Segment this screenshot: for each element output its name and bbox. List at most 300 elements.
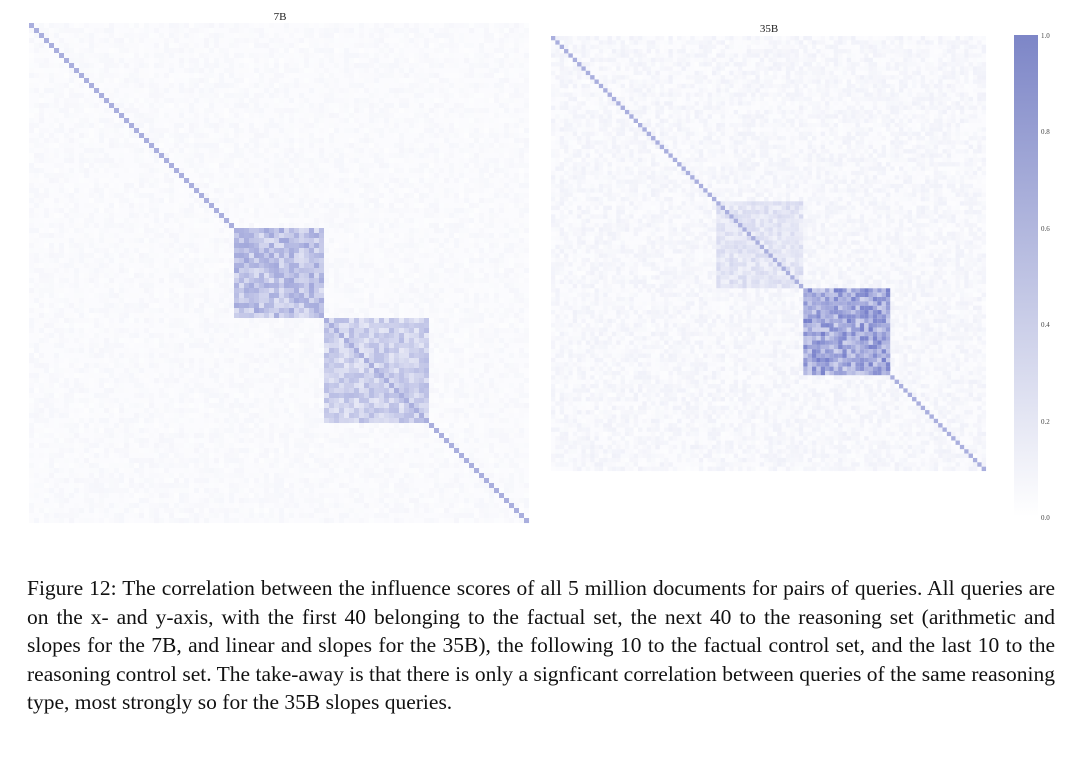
heatmap-cell bbox=[154, 118, 159, 123]
heatmap-cell bbox=[119, 123, 124, 128]
heatmap-cell bbox=[239, 253, 244, 258]
heatmap-cell bbox=[69, 303, 74, 308]
heatmap-cell bbox=[189, 93, 194, 98]
heatmap-cell bbox=[499, 258, 504, 263]
heatmap-cell bbox=[419, 73, 424, 78]
heatmap-cell bbox=[444, 88, 449, 93]
heatmap-cell bbox=[204, 58, 209, 63]
heatmap-cell bbox=[364, 338, 369, 343]
heatmap-cell bbox=[44, 218, 49, 223]
heatmap-cell bbox=[429, 178, 434, 183]
heatmap-cell bbox=[249, 283, 254, 288]
heatmap-cell bbox=[169, 323, 174, 328]
heatmap-cell bbox=[394, 178, 399, 183]
heatmap-cell bbox=[179, 268, 184, 273]
heatmap-cell bbox=[309, 248, 314, 253]
heatmap-cell bbox=[164, 163, 169, 168]
heatmap-cell bbox=[359, 83, 364, 88]
heatmap-cell bbox=[199, 23, 204, 28]
heatmap-cell bbox=[304, 153, 309, 158]
heatmap-cell bbox=[174, 173, 179, 178]
heatmap-cell bbox=[294, 308, 299, 313]
heatmap-cell bbox=[84, 153, 89, 158]
heatmap-cell bbox=[354, 278, 359, 283]
heatmap-cell bbox=[459, 78, 464, 83]
heatmap-cell bbox=[89, 63, 94, 68]
heatmap-cell bbox=[34, 73, 39, 78]
heatmap-cell bbox=[494, 268, 499, 273]
heatmap-cell bbox=[339, 308, 344, 313]
heatmap-cell bbox=[294, 313, 299, 318]
heatmap-cell bbox=[289, 103, 294, 108]
heatmap-cell bbox=[264, 43, 269, 48]
heatmap-cell bbox=[509, 153, 514, 158]
heatmap-cell bbox=[134, 88, 139, 93]
heatmap-cell bbox=[224, 133, 229, 138]
heatmap-cell bbox=[214, 213, 219, 218]
heatmap-cell bbox=[154, 108, 159, 113]
heatmap-cell bbox=[274, 93, 279, 98]
heatmap-cell bbox=[494, 263, 499, 268]
heatmap-cell bbox=[204, 103, 209, 108]
heatmap-cell bbox=[239, 228, 244, 233]
heatmap-cell bbox=[504, 233, 509, 238]
heatmap-cell bbox=[64, 273, 69, 278]
heatmap-cell bbox=[89, 268, 94, 273]
heatmap-cell bbox=[34, 43, 39, 48]
heatmap-cell bbox=[379, 153, 384, 158]
heatmap-cell bbox=[389, 103, 394, 108]
heatmap-cell bbox=[304, 33, 309, 38]
heatmap-cell bbox=[364, 173, 369, 178]
heatmap-cell bbox=[44, 298, 49, 303]
heatmap-cell bbox=[509, 53, 514, 58]
heatmap-cell bbox=[294, 158, 299, 163]
heatmap-cell bbox=[59, 298, 64, 303]
heatmap-cell bbox=[289, 118, 294, 123]
heatmap-cell bbox=[374, 198, 379, 203]
heatmap-cell bbox=[284, 293, 289, 298]
heatmap-cell bbox=[519, 193, 524, 198]
heatmap-cell bbox=[444, 103, 449, 108]
heatmap-cell bbox=[204, 343, 209, 348]
heatmap-cell bbox=[279, 333, 284, 338]
heatmap-cell bbox=[109, 33, 114, 38]
heatmap-cell bbox=[214, 83, 219, 88]
heatmap-cell bbox=[494, 148, 499, 153]
heatmap-cell bbox=[449, 243, 454, 248]
heatmap-cell bbox=[219, 138, 224, 143]
heatmap-cell bbox=[39, 103, 44, 108]
heatmap-diagonal-cell bbox=[349, 343, 354, 348]
heatmap-cell bbox=[279, 163, 284, 168]
heatmap-cell bbox=[274, 103, 279, 108]
heatmap-cell bbox=[474, 23, 479, 28]
heatmap-cell bbox=[474, 163, 479, 168]
heatmap-cell bbox=[134, 123, 139, 128]
heatmap-cell bbox=[144, 163, 149, 168]
heatmap-cell bbox=[304, 103, 309, 108]
heatmap-cell bbox=[144, 73, 149, 78]
heatmap-cell bbox=[134, 103, 139, 108]
heatmap-cell bbox=[504, 323, 509, 328]
heatmap-cell bbox=[59, 108, 64, 113]
heatmap-cell bbox=[34, 333, 39, 338]
heatmap-cell bbox=[214, 43, 219, 48]
heatmap-cell bbox=[59, 133, 64, 138]
heatmap-cell bbox=[404, 148, 409, 153]
heatmap-cell bbox=[249, 213, 254, 218]
heatmap-cell bbox=[254, 318, 259, 323]
heatmap-cell bbox=[264, 268, 269, 273]
heatmap-cell bbox=[174, 103, 179, 108]
heatmap-cell bbox=[374, 278, 379, 283]
heatmap-cell bbox=[384, 263, 389, 268]
heatmap-cell bbox=[289, 108, 294, 113]
heatmap-cell bbox=[459, 193, 464, 198]
heatmap-cell bbox=[184, 248, 189, 253]
heatmap-cell bbox=[164, 123, 169, 128]
heatmap-cell bbox=[434, 308, 439, 313]
heatmap-cell bbox=[474, 168, 479, 173]
heatmap-cell bbox=[194, 198, 199, 203]
heatmap-cell bbox=[479, 108, 484, 113]
heatmap-cell bbox=[254, 343, 259, 348]
heatmap-cell bbox=[84, 178, 89, 183]
heatmap-diagonal-cell bbox=[174, 168, 179, 173]
heatmap-cell bbox=[359, 183, 364, 188]
heatmap-cell bbox=[274, 253, 279, 258]
heatmap-cell bbox=[144, 263, 149, 268]
heatmap-cell bbox=[444, 213, 449, 218]
heatmap-cell bbox=[219, 268, 224, 273]
heatmap-cell bbox=[404, 243, 409, 248]
heatmap-cell bbox=[349, 318, 354, 323]
heatmap-cell bbox=[454, 43, 459, 48]
heatmap-cell bbox=[94, 53, 99, 58]
heatmap-cell bbox=[149, 113, 154, 118]
heatmap-cell bbox=[174, 223, 179, 228]
heatmap-cell bbox=[329, 48, 334, 53]
heatmap-cell bbox=[304, 288, 309, 293]
heatmap-cell bbox=[309, 288, 314, 293]
heatmap-cell bbox=[379, 333, 384, 338]
heatmap-diagonal-cell bbox=[204, 198, 209, 203]
heatmap-cell bbox=[64, 178, 69, 183]
heatmap-cell bbox=[524, 343, 529, 348]
heatmap-cell bbox=[254, 148, 259, 153]
heatmap-cell bbox=[204, 93, 209, 98]
heatmap-cell bbox=[439, 293, 444, 298]
heatmap-cell bbox=[434, 228, 439, 233]
heatmap-cell bbox=[464, 248, 469, 253]
heatmap-cell bbox=[59, 248, 64, 253]
heatmap-cell bbox=[189, 193, 194, 198]
heatmap-cell bbox=[249, 233, 254, 238]
heatmap-cell bbox=[264, 83, 269, 88]
heatmap-cell bbox=[454, 258, 459, 263]
heatmap-cell bbox=[99, 278, 104, 283]
heatmap-cell bbox=[299, 343, 304, 348]
heatmap-cell bbox=[79, 133, 84, 138]
heatmap-cell bbox=[504, 143, 509, 148]
heatmap-cell bbox=[79, 173, 84, 178]
heatmap-cell bbox=[29, 258, 34, 263]
heatmap-cell bbox=[509, 58, 514, 63]
heatmap-cell bbox=[274, 203, 279, 208]
heatmap-cell bbox=[364, 53, 369, 58]
heatmap-cell bbox=[149, 273, 154, 278]
heatmap-cell bbox=[474, 58, 479, 63]
heatmap-cell bbox=[314, 333, 319, 338]
heatmap-cell bbox=[269, 143, 274, 148]
heatmap-cell bbox=[379, 303, 384, 308]
heatmap-cell bbox=[134, 178, 139, 183]
heatmap-cell bbox=[299, 313, 304, 318]
heatmap-cell bbox=[269, 253, 274, 258]
heatmap-cell bbox=[364, 193, 369, 198]
heatmap-cell bbox=[109, 333, 114, 338]
heatmap-cell bbox=[454, 63, 459, 68]
heatmap-cell bbox=[59, 288, 64, 293]
heatmap-cell bbox=[34, 128, 39, 133]
heatmap-cell bbox=[469, 123, 474, 128]
heatmap-cell bbox=[134, 238, 139, 243]
heatmap-cell bbox=[44, 293, 49, 298]
heatmap-diagonal-cell bbox=[339, 333, 344, 338]
heatmap-cell bbox=[519, 73, 524, 78]
heatmap-cell bbox=[394, 218, 399, 223]
heatmap-cell bbox=[454, 93, 459, 98]
heatmap-cell bbox=[189, 323, 194, 328]
heatmap-cell bbox=[379, 128, 384, 133]
heatmap-cell bbox=[284, 48, 289, 53]
heatmap-cell bbox=[504, 268, 509, 273]
heatmap-cell bbox=[49, 198, 54, 203]
heatmap-cell bbox=[399, 253, 404, 258]
heatmap-cell bbox=[194, 83, 199, 88]
heatmap-cell bbox=[164, 58, 169, 63]
heatmap-cell bbox=[289, 298, 294, 303]
heatmap-cell bbox=[489, 223, 494, 228]
heatmap-cell bbox=[334, 188, 339, 193]
heatmap-cell bbox=[299, 133, 304, 138]
heatmap-cell bbox=[444, 178, 449, 183]
heatmap-cell bbox=[204, 23, 209, 28]
heatmap-cell bbox=[229, 273, 234, 278]
heatmap-cell bbox=[104, 128, 109, 133]
heatmap-cell bbox=[174, 263, 179, 268]
heatmap-cell bbox=[39, 183, 44, 188]
heatmap-cell bbox=[434, 143, 439, 148]
heatmap-cell bbox=[304, 98, 309, 103]
heatmap-cell bbox=[79, 343, 84, 348]
heatmap-cell bbox=[494, 308, 499, 313]
heatmap-cell bbox=[194, 68, 199, 73]
heatmap-cell bbox=[384, 238, 389, 243]
heatmap-cell bbox=[464, 48, 469, 53]
heatmap-cell bbox=[334, 163, 339, 168]
heatmap-cell bbox=[319, 278, 324, 283]
heatmap-cell bbox=[234, 313, 239, 318]
heatmap-cell bbox=[229, 123, 234, 128]
heatmap-cell bbox=[79, 163, 84, 168]
heatmap-cell bbox=[509, 293, 514, 298]
heatmap-cell bbox=[254, 93, 259, 98]
heatmap-cell bbox=[374, 38, 379, 43]
heatmap-cell bbox=[414, 198, 419, 203]
heatmap-cell bbox=[284, 128, 289, 133]
heatmap-cell bbox=[324, 93, 329, 98]
heatmap-cell bbox=[124, 48, 129, 53]
heatmap-cell bbox=[524, 108, 529, 113]
heatmap-cell bbox=[484, 283, 489, 288]
heatmap-cell bbox=[149, 183, 154, 188]
heatmap-cell bbox=[359, 208, 364, 213]
heatmap-cell bbox=[94, 268, 99, 273]
heatmap-cell bbox=[114, 218, 119, 223]
heatmap-cell bbox=[214, 248, 219, 253]
heatmap-cell bbox=[444, 328, 449, 333]
heatmap-cell bbox=[284, 43, 289, 48]
heatmap-cell bbox=[474, 293, 479, 298]
heatmap-cell bbox=[94, 323, 99, 328]
heatmap-cell bbox=[284, 298, 289, 303]
heatmap-cell bbox=[224, 303, 229, 308]
heatmap-cell bbox=[319, 88, 324, 93]
heatmap-cell bbox=[394, 123, 399, 128]
heatmap-cell bbox=[504, 203, 509, 208]
heatmap-cell bbox=[44, 253, 49, 258]
heatmap-cell bbox=[494, 338, 499, 343]
heatmap-cell bbox=[244, 68, 249, 73]
heatmap-cell bbox=[499, 178, 504, 183]
heatmap-cell bbox=[504, 38, 509, 43]
heatmap-cell bbox=[459, 173, 464, 178]
heatmap-cell bbox=[264, 168, 269, 173]
heatmap-cell bbox=[504, 83, 509, 88]
heatmap-cell bbox=[364, 78, 369, 83]
heatmap-cell bbox=[209, 328, 214, 333]
heatmap-cell bbox=[179, 223, 184, 228]
heatmap-cell bbox=[299, 283, 304, 288]
heatmap-cell bbox=[259, 273, 264, 278]
heatmap-cell bbox=[114, 123, 119, 128]
heatmap-cell bbox=[389, 278, 394, 283]
heatmap-cell bbox=[94, 233, 99, 238]
heatmap-cell bbox=[219, 303, 224, 308]
heatmap-cell bbox=[94, 273, 99, 278]
heatmap-cell bbox=[29, 123, 34, 128]
heatmap-cell bbox=[129, 33, 134, 38]
heatmap-cell bbox=[314, 318, 319, 323]
heatmap-cell bbox=[354, 218, 359, 223]
heatmap-cell bbox=[524, 28, 529, 33]
heatmap-cell bbox=[354, 133, 359, 138]
heatmap-cell bbox=[64, 313, 69, 318]
heatmap-cell bbox=[194, 298, 199, 303]
heatmap-cell bbox=[284, 138, 289, 143]
heatmap-cell bbox=[179, 208, 184, 213]
heatmap-cell bbox=[44, 28, 49, 33]
heatmap-cell bbox=[59, 128, 64, 133]
heatmap-cell bbox=[489, 23, 494, 28]
heatmap-cell bbox=[69, 168, 74, 173]
heatmap-cell bbox=[274, 43, 279, 48]
heatmap-cell bbox=[139, 153, 144, 158]
heatmap-cell bbox=[259, 328, 264, 333]
heatmap-cell bbox=[314, 178, 319, 183]
heatmap-cell bbox=[429, 188, 434, 193]
heatmap-cell bbox=[174, 323, 179, 328]
heatmap-cell bbox=[399, 183, 404, 188]
heatmap-cell bbox=[234, 93, 239, 98]
heatmap-cell bbox=[179, 118, 184, 123]
heatmap-cell bbox=[79, 68, 84, 73]
heatmap-cell bbox=[34, 78, 39, 83]
heatmap-cell bbox=[194, 293, 199, 298]
heatmap-cell bbox=[309, 108, 314, 113]
heatmap-cell bbox=[99, 193, 104, 198]
heatmap-cell bbox=[359, 28, 364, 33]
heatmap-cell bbox=[164, 113, 169, 118]
heatmap-cell bbox=[509, 113, 514, 118]
heatmap-cell bbox=[309, 53, 314, 58]
heatmap-cell bbox=[134, 283, 139, 288]
heatmap-cell bbox=[34, 298, 39, 303]
heatmap-cell bbox=[149, 188, 154, 193]
heatmap-cell bbox=[284, 148, 289, 153]
heatmap-cell bbox=[29, 128, 34, 133]
heatmap-cell bbox=[134, 293, 139, 298]
heatmap-cell bbox=[504, 73, 509, 78]
heatmap-cell bbox=[279, 68, 284, 73]
heatmap-cell bbox=[109, 268, 114, 273]
heatmap-cell bbox=[364, 138, 369, 143]
heatmap-cell bbox=[284, 168, 289, 173]
heatmap-cell bbox=[144, 143, 149, 148]
heatmap-cell bbox=[419, 328, 424, 333]
heatmap-cell bbox=[504, 93, 509, 98]
heatmap-cell bbox=[84, 88, 89, 93]
heatmap-cell bbox=[119, 343, 124, 348]
heatmap-cell bbox=[424, 308, 429, 313]
heatmap-cell bbox=[59, 333, 64, 338]
heatmap-cell bbox=[379, 213, 384, 218]
heatmap-cell bbox=[299, 323, 304, 328]
heatmap-cell bbox=[129, 278, 134, 283]
heatmap-cell bbox=[264, 153, 269, 158]
heatmap-cell bbox=[129, 283, 134, 288]
heatmap-cell bbox=[169, 133, 174, 138]
heatmap-cell bbox=[299, 53, 304, 58]
heatmap-cell bbox=[259, 313, 264, 318]
heatmap-cell bbox=[439, 88, 444, 93]
heatmap-cell bbox=[344, 103, 349, 108]
heatmap-cell bbox=[309, 298, 314, 303]
heatmap-cell bbox=[434, 208, 439, 213]
heatmap-cell bbox=[194, 153, 199, 158]
heatmap-cell bbox=[519, 253, 524, 258]
heatmap-cell bbox=[74, 78, 79, 83]
heatmap-cell bbox=[324, 103, 329, 108]
heatmap-cell bbox=[494, 133, 499, 138]
heatmap-cell bbox=[304, 28, 309, 33]
heatmap-cell bbox=[389, 248, 394, 253]
heatmap-cell bbox=[54, 153, 59, 158]
heatmap-cell bbox=[214, 48, 219, 53]
heatmap-cell bbox=[429, 288, 434, 293]
